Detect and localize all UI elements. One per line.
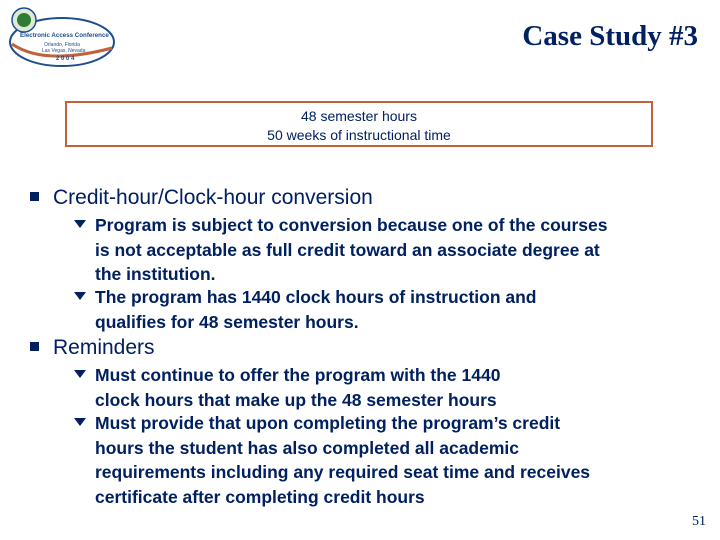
info-line-1: 48 semester hours (301, 108, 417, 124)
section-heading-reminders: Reminders (30, 336, 155, 360)
logo-year: 2 0 0 4 (56, 56, 75, 62)
square-bullet-icon (30, 342, 39, 351)
list-item: Must provide that upon completing the program’s credit hours the student has also completed all academic requirements including any required seat time and receives certificate after completing credit hours (74, 411, 694, 509)
logo-line3: Las Vegas, Nevada (42, 48, 86, 54)
conference-logo (4, 4, 116, 70)
section-heading-conversion: Credit-hour/Clock-hour conversion (30, 186, 373, 210)
slide-title: Case Study #3 (522, 20, 698, 52)
page-number: 51 (692, 514, 706, 529)
logo-line1: Electronic Access Conference (20, 32, 109, 39)
info-box (65, 101, 653, 147)
list-item: Program is subject to conversion because one of the courses is not acceptable as full credit toward an associate degree at the institution. (74, 213, 694, 287)
square-bullet-icon (30, 192, 39, 201)
list-item: Must continue to offer the program with the 1440 clock hours that make up the 48 semester hours (74, 363, 694, 412)
list-item: The program has 1440 clock hours of instruction and qualifies for 48 semester hours. (74, 285, 694, 334)
logo-line2: Orlando, Florida (44, 42, 80, 48)
info-line-2: 50 weeks of instructional time (267, 127, 451, 143)
